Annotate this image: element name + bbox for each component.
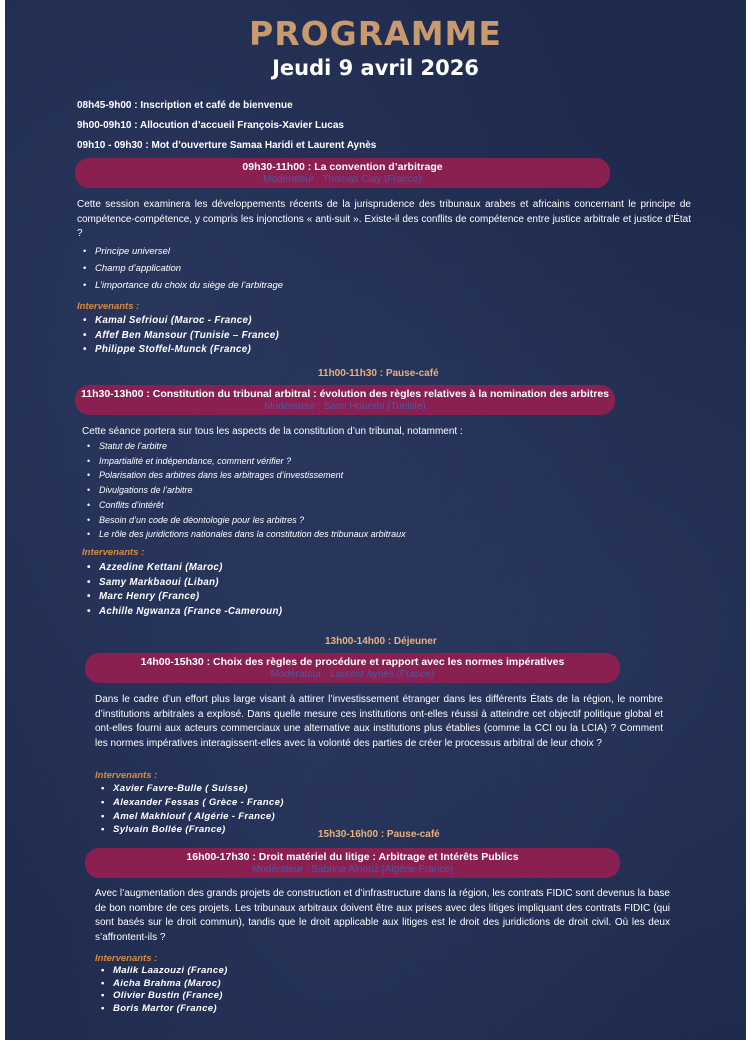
- session-3-title: 14h00-15h30 : Choix des règles de procédure et rapport avec les normes impératives: [140, 656, 565, 668]
- speaker-item: • Marc Henry (France): [87, 590, 487, 605]
- speaker-item: • Achille Ngwanza (France -Cameroun): [87, 605, 487, 620]
- break-coffee-1: 11h00-11h30 : Pause-café: [318, 368, 439, 379]
- session-3-banner: [85, 653, 620, 683]
- session-3-speakers-label: Intervenants :: [95, 770, 158, 781]
- session-4-speakers-label: Intervenants :: [95, 953, 158, 964]
- programme-page: [5, 0, 746, 1040]
- speaker-item: • Aicha Brahma (Maroc): [101, 978, 501, 991]
- session-4-banner: [85, 848, 620, 878]
- speaker-item: • Xavier Favre-Bulle ( Suisse): [101, 782, 501, 796]
- intro-registration: 08h45-9h00 : Inscription et café de bienvenue: [77, 100, 293, 111]
- session-3-moderator: Modérateur : Laurent Aynès (France): [270, 669, 435, 680]
- session-2-speakers-label: Intervenants :: [82, 547, 145, 558]
- session-1-title: 09h30-11h00 : La convention d’arbitrage: [242, 161, 443, 173]
- speaker-item: • Affef Ben Mansour (Tunisie – France): [83, 329, 483, 344]
- speaker-item: • Philippe Stoffel-Munck (France): [83, 343, 483, 358]
- session-2-topics: [87, 439, 647, 542]
- session-2-speakers: [87, 561, 487, 619]
- session-4-moderator: Modérateur : Sabrina Alnouz (Algérie France): [251, 864, 454, 875]
- speaker-item: • Boris Martor (France): [101, 1003, 501, 1016]
- topic-item: • Impartialité et indépendance, comment vérifier ?: [87, 454, 647, 469]
- speaker-item: • Malik Laazouzi (France): [101, 965, 501, 978]
- speaker-item: • Samy Markbaoui (Liban): [87, 576, 487, 591]
- topic-item: • Principe universel: [83, 243, 583, 260]
- session-1-topics: [83, 243, 583, 294]
- session-1-moderator: Modérateur : Thomas Clay (France): [263, 174, 422, 185]
- topic-item: • Divulgations de l’arbitre: [87, 483, 647, 498]
- session-4-title: 16h00-17h30 : Droit matériel du litige : Arbitrage et Intérêts Publics: [186, 851, 519, 863]
- session-2-description: Cette séance portera sur tous les aspects de la constitution d’un tribunal, notamment :: [82, 426, 463, 437]
- session-1-speakers: [83, 314, 483, 358]
- topic-item: • Champ d’application: [83, 260, 583, 277]
- session-2-banner: [75, 385, 615, 415]
- topic-item: • Besoin d’un code de déontologie pour les arbitres ?: [87, 513, 647, 528]
- topic-item: • Conflits d’intérêt: [87, 498, 647, 513]
- programme-title: PROGRAMME: [249, 14, 502, 53]
- session-3-speakers: [101, 782, 501, 837]
- speaker-item: • Sylvain Bollée (France): [101, 823, 501, 837]
- speaker-item: • Azzedine Kettani (Maroc): [87, 561, 487, 576]
- speaker-item: • Alexander Fessas ( Grèce - France): [101, 796, 501, 810]
- speaker-item: • Olivier Bustin (France): [101, 990, 501, 1003]
- session-2-title: 11h30-13h00 : Constitution du tribunal arbitral : évolution des règles relatives à la nomination des arbitres: [80, 388, 610, 400]
- intro-opening-words: 09h10 - 09h30 : Mot d’ouverture Samaa Haridi et Laurent Aynès: [77, 140, 377, 151]
- session-1-description: Cette session examinera les développements récents de la jurisprudence des tribunaux arabes et africains concernant le principe de compétence-compétence, y compris les injonctions « anti-suit ». Existe-il des conflits de compétence entre justice arbitrale et justice d’État ?: [77, 199, 691, 240]
- session-1-speakers-label: Intervenants :: [77, 301, 140, 312]
- topic-item: • Statut de l’arbitre: [87, 439, 647, 454]
- speaker-item: • Amel Makhlouf ( Algérie - France): [101, 810, 501, 824]
- session-3-description: Dans le cadre d’un effort plus large visant à attirer l’investissement étranger dans les différents États de la région, le nombre d’institutions arbitrales a explosé. Dans quelle mesure ces institutions ont-elles réussi à atteindre cet objectif politique global et ont-elles fourni aux acteurs commerciaux une alternative aux institutions plus établies (comme la CCI ou la LCIA) ? Comment les normes impératives interagissent-elles avec la volonté des parties de créer le processus arbitral de leur choix ?: [95, 694, 663, 749]
- session-4-speakers: [101, 965, 501, 1015]
- topic-item: • Le rôle des juridictions nationales dans la constitution des tribunaux arbitraux: [87, 527, 647, 542]
- topic-item: • L’importance du choix du siège de l’arbitrage: [83, 277, 583, 294]
- topic-item: • Polarisation des arbitres dans les arbitrages d’investissement: [87, 468, 647, 483]
- programme-date: Jeudi 9 avril 2026: [272, 56, 479, 80]
- speaker-item: • Kamal Sefrioui (Maroc - France): [83, 314, 483, 329]
- intro-welcome-address: 9h00-09h10 : Allocution d’accueil François-Xavier Lucas: [77, 120, 344, 131]
- session-1-banner: [75, 158, 610, 188]
- break-coffee-2: 15h30-16h00 : Pause-café: [318, 829, 440, 840]
- session-2-moderator: Modérateur : Sami Houerbi (Tunisie): [264, 401, 426, 412]
- break-lunch: 13h00-14h00 : Déjeuner: [325, 636, 437, 647]
- session-4-description: Avec l’augmentation des grands projets de construction et d’infrastructure dans la région, les contrats FIDIC sont devenus la base de bon nombre de ces projets. Les tribunaux arbitraux doivent être aux prises avec des litiges impliquant des contrats FIDIC (qui sont basés sur le droit commun), tandis que le droit applicable aux litiges est le droit des juridictions de droit civil. Où les deux s’affrontent-ils ?: [95, 888, 670, 943]
